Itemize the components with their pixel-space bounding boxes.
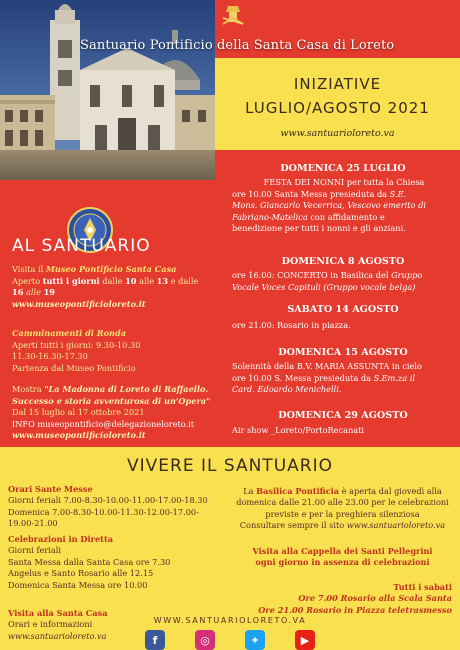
diretta-line-2: Santa Messa dalla Santa Casa ore 7.30 [8, 556, 171, 567]
museum-hour-4: 19 [43, 287, 55, 298]
event-2-line-1-italic: Gruppo [391, 270, 423, 280]
event-title-14-agosto: SABATO 14 AGOSTO [287, 304, 399, 315]
sabati-line-2: Ore 21.00 Rosario in Piazza teletrasmesso [258, 604, 452, 615]
basilica-name: Basilica Pontificia [256, 486, 340, 496]
facebook-icon[interactable]: f [145, 630, 165, 650]
event-body-14-agosto: ore 21.00: Rosario in piazza. [232, 320, 351, 330]
social-links [145, 630, 315, 650]
mostra-dates: Dal 15 luglio al 17 ottobre 2021 [12, 407, 145, 418]
ronda-line-1: Aperti tutti i giorni: 9.30-10.30 [12, 339, 141, 350]
page-title: Santuario Pontificio della Santa Casa di Loreto [80, 38, 395, 53]
initiatives-heading [215, 72, 460, 120]
initiatives-title-line2: LUGLIO/AGOSTO 2021 [245, 99, 430, 117]
diretta-line-3: Angelus e Santo Rosario alle 12.15 [8, 568, 154, 579]
event-4-line-1: Solennità della B.V. MARIA ASSUNTA in cielo [232, 361, 422, 371]
event-title-25-luglio: DOMENICA 25 LUGLIO [280, 163, 406, 174]
basilica-line-3: previste e per la preghiera silenziosa [265, 508, 420, 519]
youtube-icon[interactable]: ▶ [295, 630, 315, 650]
ronda-title: Camminamenti di Ronda [12, 328, 127, 338]
footer-url[interactable]: WWW.SANTUARIOLORETO.VA [153, 616, 307, 625]
event-body-15-agosto [232, 361, 456, 396]
ronda-block [12, 328, 217, 374]
sabati-line-1: Ore 7.00 Rosario alla Scala Santa [298, 593, 452, 604]
ronda-line-3: Partenza dal Museo Pontificio [12, 362, 136, 373]
museum-visit-prefix: Visita il [12, 264, 46, 274]
mostra-info[interactable]: INFO museopontificio@delegazioneloreto.it [12, 418, 195, 429]
cappella-line-1: Visita alla Cappella dei Santi Pellegrini [252, 546, 433, 556]
twitter-icon[interactable]: ✦ [245, 630, 265, 650]
basilica-l1c: è aperta dal giovedì alla [339, 486, 442, 496]
vivere-heading: VIVERE IL SANTUARIO [127, 456, 333, 476]
orari-line-1: Giorni feriali 7.00-8.30-10.00-11.00-17.00-18.30 [8, 495, 208, 506]
event-title-8-agosto: DOMENICA 8 AGOSTO [281, 256, 405, 267]
museum-hour-1: 10 [125, 275, 137, 286]
museum-block [12, 264, 217, 310]
basilica-photo [0, 0, 215, 180]
event-1-line-3: Mons. Giancarlo Vecerrica, Vescovo emerito di [232, 200, 426, 211]
visita-url[interactable]: www.santuarioloreto.va [8, 630, 107, 641]
basilica-block [230, 486, 455, 532]
event-title-29-agosto: DOMENICA 29 AGOSTO [278, 410, 408, 421]
event-1-line-1: FESTA DEI NONNI per tutta la Chiesa [263, 177, 425, 187]
orari-line-3: 19.00-21.00 [8, 518, 58, 529]
instagram-icon[interactable]: ◎ [195, 630, 215, 650]
museum-alle-2: alle [23, 287, 44, 298]
event-2-line-2: Vocale Voces Capituli (Gruppo vocale belga) [232, 281, 416, 292]
orari-block [8, 484, 238, 530]
basilica-l4a: Consultare sempre il sito [239, 520, 347, 531]
basilica-l1a: La [243, 486, 257, 496]
museum-name: Museo Pontificio Santa Casa [45, 264, 177, 274]
diretta-line-4: Domenica Santa Messa ore 10.00 [8, 579, 148, 590]
museum-hour-2: 13 [156, 275, 169, 286]
event-1-line-2: ore 10.00 Santa Messa presieduta da [232, 188, 390, 199]
cappella-block [230, 546, 455, 569]
museum-alle-1: alle [136, 275, 157, 286]
papal-crest-icon [220, 4, 246, 26]
museum-open-prefix: Aperto [12, 275, 43, 286]
mostra-url[interactable]: www.museopontificioloreto.it [12, 430, 146, 441]
visita-title: Visita alla Santa Casa [8, 608, 108, 618]
event-1-line-5: benedizione per tutti i nonni e gli anziani. [232, 223, 406, 234]
ronda-line-2: 11.30-16.30-17.30 [12, 351, 88, 362]
orari-title: Orari Sante Messe [8, 484, 93, 494]
event-1-line-2-italic: S.E. [389, 188, 407, 199]
museum-from: dalle [99, 275, 126, 286]
event-1-line-4-italic: Fabriano-Matelica [232, 211, 308, 222]
museum-hour-3: 16 [12, 287, 24, 298]
basilica-line-2: domenica dalle 21.00 alle 23.00 per le celebrazioni [236, 497, 449, 508]
visita-line-1: Orari e informazioni [8, 619, 93, 630]
event-body-8-agosto [232, 270, 456, 293]
initiatives-title-line1: INIZIATIVE [293, 75, 382, 93]
diretta-line-1: Giorni feriali [8, 545, 62, 556]
orari-line-2: Domenica 7.00-8.30-10.00-11.30-12.00-17.00- [8, 506, 199, 517]
event-4-line-2-italic: S.Em.za il [373, 372, 415, 383]
sabati-block [230, 582, 452, 616]
event-4-line-3: Card. Edoardo Menichelli. [232, 384, 342, 395]
event-4-line-2: ore 10.00 S. Messa presieduta da [232, 372, 374, 383]
event-body-25-luglio [232, 177, 456, 235]
diretta-title: Celebrazioni in Diretta [8, 534, 114, 544]
event-title-15-agosto: DOMENICA 15 AGOSTO [278, 347, 408, 358]
sabati-title: Tutti i sabati [393, 582, 452, 592]
event-1-line-4: con affidamento e [307, 211, 385, 222]
museum-url[interactable]: www.museopontificioloreto.it [12, 298, 146, 309]
mostra-title: "La Madonna di Loreto di Raffaello. Successo e storia avventurosa di un'Opera" [12, 384, 211, 406]
diretta-block [8, 534, 238, 591]
al-santuario-heading: AL SANTUARIO [12, 236, 151, 256]
basilica-url[interactable]: www.santuarioloreto.va [346, 520, 446, 531]
mostra-block [12, 384, 217, 442]
mostra-prefix: Mostra [12, 384, 45, 394]
event-body-29-agosto: Air show _Loreto/PortoRecanati [232, 425, 365, 435]
cappella-line-2: ogni giorno in assenza di celebrazioni [255, 557, 430, 568]
initiatives-url[interactable]: www.santuarioloreto.va [280, 128, 395, 139]
museum-and: e dalle [168, 275, 199, 286]
event-2-line-1: ore 16.00: CONCERTO in Basilica del [232, 270, 392, 280]
museum-open-days: tutti i giorni [42, 275, 100, 286]
